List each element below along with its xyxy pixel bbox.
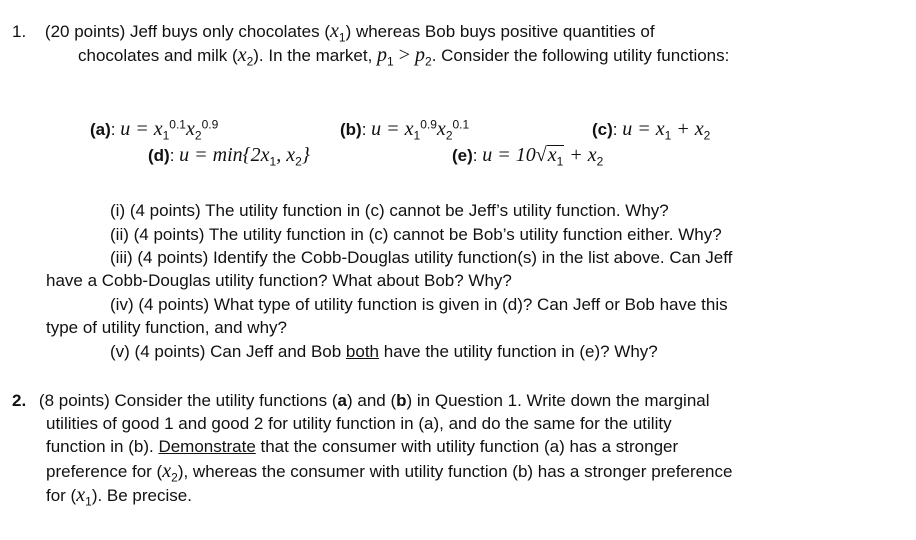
q1-line-2: chocolates and milk $(x_2)$. In the market, $p_1 > p_2$. Consider the following utility functions: (78, 44, 730, 69)
q2-line-1: 2. (8 points) Consider the utility functions (a) and (b) in Question 1. Write down the marginal (12, 391, 710, 410)
q2-line-4: preference for $(x_2)$, whereas the consumer with utility function (b) has a stronger preference (46, 460, 733, 485)
q1-number: 1. (12, 22, 27, 41)
radicand: $x_1$ (547, 144, 564, 169)
q2-number: 2. (12, 391, 27, 410)
q2-line-2: utilities of good 1 and good 2 for utility function in (a), and do the same for the utility (46, 414, 672, 433)
q1-sub-ii: (ii) (4 points) The utility function in (c) cannot be Bob’s utility function either. Why? (110, 225, 722, 244)
q1-sub-iv-b: type of utility function, and why? (46, 318, 287, 337)
func-d: (d): $u = \min\{2x_1$, $x_2$} (148, 144, 310, 169)
func-e: (e): $u = 10√x_1 + x_2$ (452, 144, 604, 169)
q2-line-5: for $(x_1)$. Be precise. (46, 484, 192, 509)
q1-sub-v: (v) (4 points) Can Jeff and Bob both have the utility function in (e)? Why? (110, 342, 658, 361)
q1-sub-iii-b: have a Cobb-Douglas utility function? What about Bob? Why? (46, 271, 512, 290)
func-b: (b): $u = x_1^{0.9}x_2^{0.1}$ (340, 117, 470, 143)
func-c: (c): $u = x_1 + x_2$ (592, 118, 711, 143)
func-a: (a): $u = x_1^{0.1}x_2^{0.9}$ (90, 117, 219, 143)
q1-line-1: 1. (20 points) Jeff buys only chocolates $(x_1)$ whereas Bob buys positive quantities of (12, 20, 655, 45)
q1-sub-i: (i) (4 points) The utility function in (c) cannot be Jeff’s utility function. Why? (110, 201, 669, 220)
q1-sub-iii-a: (iii) (4 points) Identify the Cobb-Douglas utility function(s) in the list above. Can Jeff (110, 248, 733, 267)
radical-sign: √ (535, 144, 547, 166)
q1-sub-iv-a: (iv) (4 points) What type of utility function is given in (d)? Can Jeff or Bob have this (110, 295, 728, 314)
q2-line-3: function in (b). Demonstrate that the consumer with utility function (a) has a stronger (46, 437, 679, 456)
